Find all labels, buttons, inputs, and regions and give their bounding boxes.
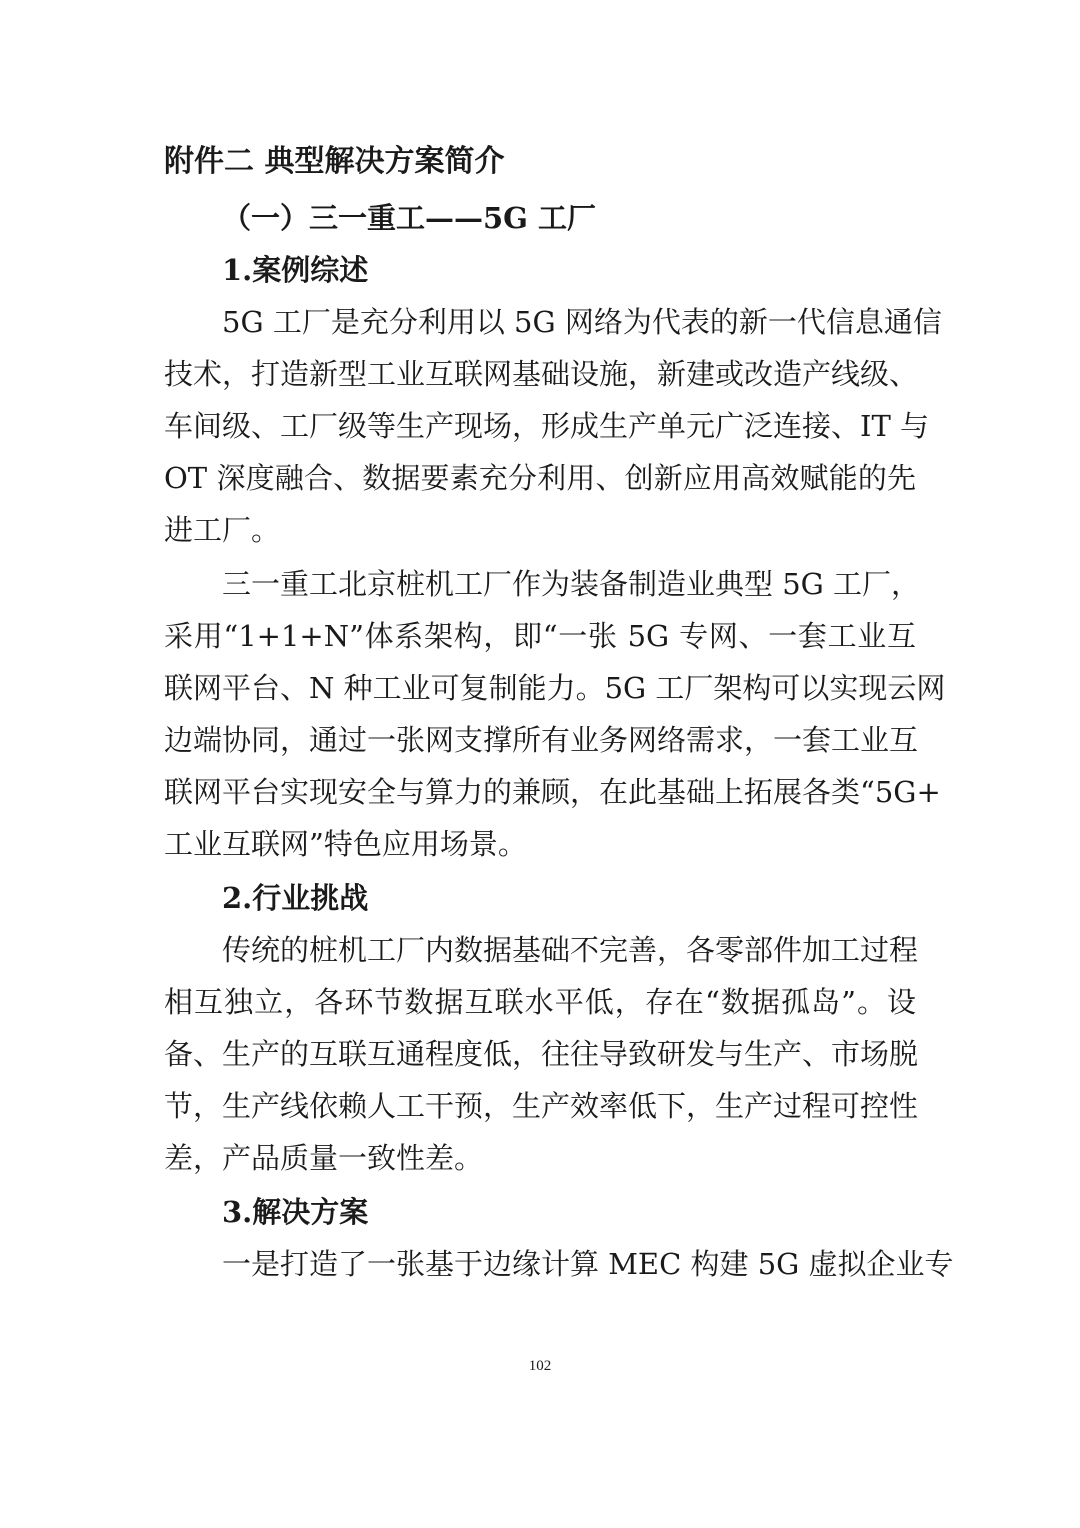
paragraph-line: 联网平台实现安全与算力的兼顾，在此基础上拓展各类“5G+ — [164, 775, 941, 809]
paragraph-line: 进工厂。 — [164, 513, 281, 547]
paragraph-line: 5G 工厂是充分利用以 5G 网络为代表的新一代信息通信 — [222, 305, 942, 339]
solution-heading: 3.解决方案 — [222, 1195, 369, 1229]
paragraph-line: 技术，打造新型工业互联网基础设施，新建或改造产线级、 — [164, 357, 919, 391]
challenges-heading: 2.行业挑战 — [222, 881, 369, 915]
paragraph-line: 一是打造了一张基于边缘计算 MEC 构建 5G 虚拟企业专 — [222, 1247, 954, 1281]
attachment-title: 附件二 典型解决方案简介 — [164, 144, 505, 179]
paragraph-line: 相互独立，各环节数据互联水平低，存在“数据孤岛”。设 — [164, 985, 916, 1019]
paragraph-line: 联网平台、N 种工业可复制能力。5G 工厂架构可以实现云网 — [164, 671, 946, 705]
page-number: 102 — [528, 1358, 552, 1374]
paragraph-line: 节，生产线依赖人工干预，生产效率低下，生产过程可控性 — [164, 1089, 919, 1123]
paragraph-line: OT 深度融合、数据要素充分利用、创新应用高效赋能的先 — [164, 461, 916, 495]
paragraph-line: 三一重工北京桩机工厂作为装备制造业典型 5G 工厂， — [222, 567, 921, 601]
paragraph-line: 边端协同，通过一张网支撑所有业务网络需求，一套工业互 — [164, 723, 919, 757]
paragraph-line: 差，产品质量一致性差。 — [164, 1141, 484, 1175]
overview-heading: 1.案例综述 — [222, 253, 369, 287]
paragraph-line: 车间级、工厂级等生产现场，形成生产单元广泛连接、IT 与 — [164, 409, 930, 443]
section-title: （一）三一重工——5G 工厂 — [222, 201, 597, 235]
paragraph-line: 传统的桩机工厂内数据基础不完善，各零部件加工过程 — [222, 933, 919, 967]
paragraph-line: 备、生产的互联互通程度低，往往导致研发与生产、市场脱 — [164, 1037, 919, 1071]
paragraph-line: 采用“1+1+N”体系架构，即“一张 5G 专网、一套工业互 — [164, 619, 916, 653]
paragraph-line: 工业互联网”特色应用场景。 — [164, 827, 527, 861]
